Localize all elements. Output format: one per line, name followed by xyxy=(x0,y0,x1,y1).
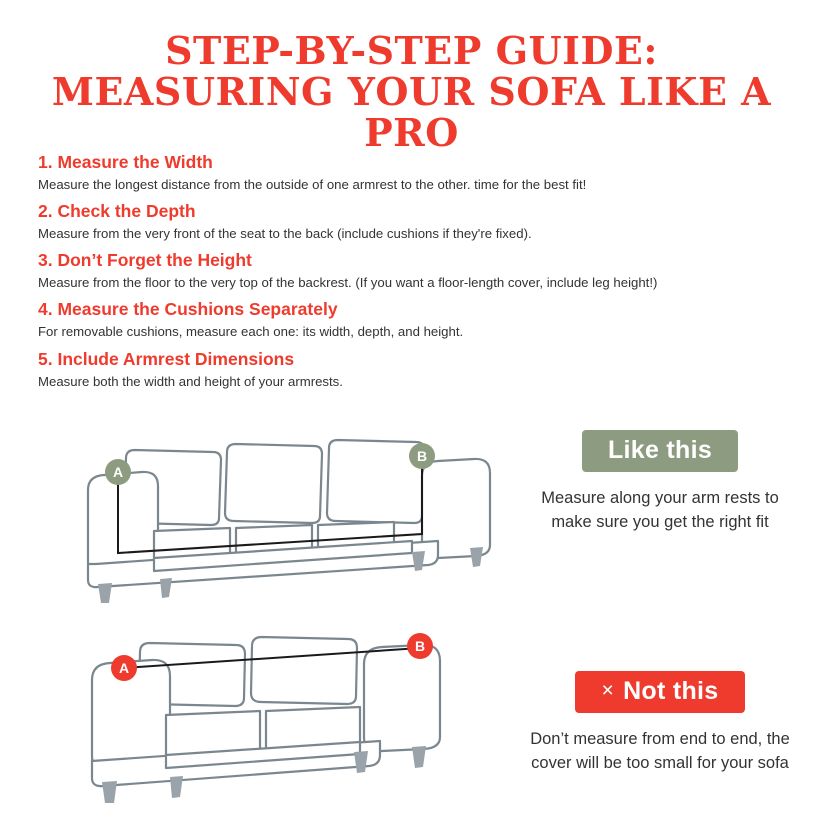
backrest-cushion-right xyxy=(327,440,424,523)
svg-text:B: B xyxy=(416,448,428,464)
x-mark-icon: × xyxy=(601,679,615,703)
step-body-5: Measure both the width and height of your armrests. xyxy=(38,373,343,389)
steps-list xyxy=(38,152,798,398)
callout-bad-text: Don’t measure from end to end, the cover will be too small for your sofa xyxy=(530,730,790,773)
step-body-1: Measure the longest distance from the outside of one armrest to the other. time for the best fit! xyxy=(38,177,587,192)
step-item-1 xyxy=(38,152,798,193)
step-heading-2: 2. Check the Depth xyxy=(38,201,196,222)
step-heading-4: 4. Measure the Cushions Separately xyxy=(38,299,338,320)
step-body-3: Measure from the floor to the very top of the backrest. (If you want a floor-length cover, include leg height!) xyxy=(38,275,658,291)
backrest-cushion-center xyxy=(225,444,322,523)
step-heading-1: 1. Measure the Width xyxy=(38,152,213,172)
armrest-right xyxy=(364,645,440,751)
status-badge-not-this xyxy=(575,671,744,713)
step-item-3 xyxy=(38,250,798,291)
callout-bad xyxy=(520,671,800,776)
step-item-5 xyxy=(38,349,798,390)
svg-text:A: A xyxy=(118,660,130,676)
sofa-incorrect-svg xyxy=(30,610,500,806)
sofa-illustrations xyxy=(30,418,520,808)
marker-a-incorrect xyxy=(111,655,137,681)
callout-good-text: Measure along your arm rests to make sure you get the right fit xyxy=(541,489,779,532)
marker-b-incorrect xyxy=(407,633,433,659)
status-badge-like-this: Like this xyxy=(582,430,738,472)
armrest-left xyxy=(88,472,158,574)
svg-text:B: B xyxy=(414,638,426,654)
title-line-2: MEASURING YOUR SOFA LIKE A PRO xyxy=(51,69,772,156)
backrest-cushion-right xyxy=(251,637,357,704)
badge-bad-row xyxy=(520,671,800,713)
callouts xyxy=(520,430,800,776)
marker-a-correct xyxy=(105,459,131,485)
step-heading-3: 3. Don’t Forget the Height xyxy=(38,250,252,271)
step-heading-5: 5. Include Armrest Dimensions xyxy=(38,348,295,369)
badge-good-row xyxy=(520,430,800,472)
step-body-2: Measure from the very front of the seat to the back (include cushions if they're fixed). xyxy=(38,226,532,242)
sofa-diagram-incorrect xyxy=(30,610,500,811)
page-title xyxy=(0,28,823,156)
step-body-4: For removable cushions, measure each one: its width, depth, and height. xyxy=(38,324,464,340)
title-line-1: STEP-BY-STEP GUIDE: xyxy=(165,28,658,73)
marker-b-correct xyxy=(409,443,435,469)
sofa-diagram-correct xyxy=(30,418,500,613)
badge-bad-label: Not this xyxy=(623,677,719,706)
callout-good xyxy=(520,430,800,535)
svg-text:A: A xyxy=(112,464,124,480)
step-item-2 xyxy=(38,201,798,242)
sofa-correct-svg xyxy=(30,418,500,608)
step-item-4 xyxy=(38,299,798,340)
